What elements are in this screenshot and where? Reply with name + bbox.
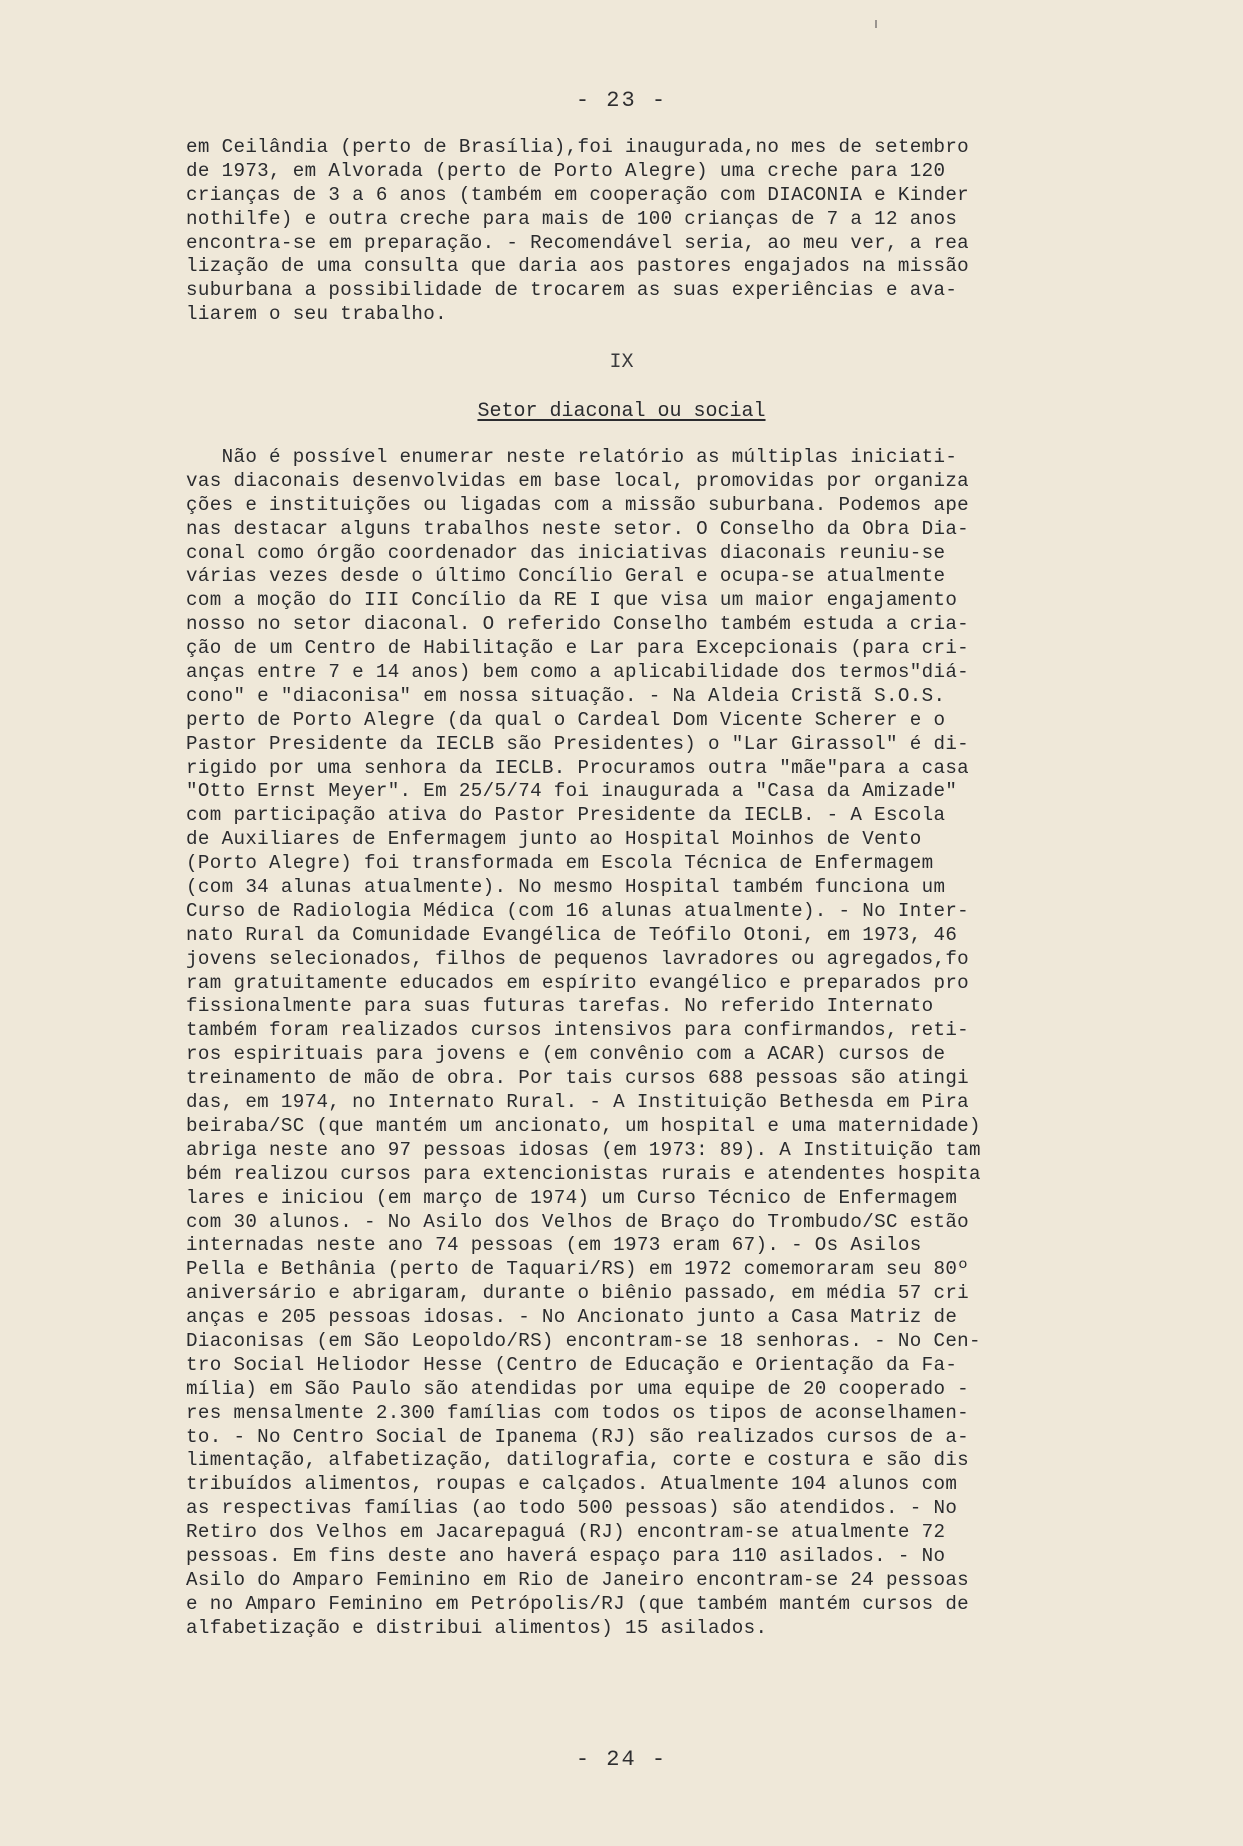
text-line: (Porto Alegre) foi transformada em Escola Técnica de Enfermagem [186,852,934,875]
text-line: com participação ativa do Pastor Presidente da IECLB. - A Escola [186,804,946,827]
text-line: ros espirituais para jovens e (em convênio com a ACAR) cursos de [186,1043,946,1066]
text-line: conal como órgão coordenador das iniciativas diaconais reuniu-se [186,541,946,564]
body-paragraph [186,446,1166,1641]
text-line: ção de um Centro de Habilitação e Lar para Excepcionais (para cri- [186,637,970,660]
text-line: com a moção do III Concílio da RE I que visa um maior engajamento [186,589,958,612]
text-line: das, em 1974, no Internato Rural. - A Instituição Bethesda em Pira [186,1091,970,1114]
text-line: treinamento de mão de obra. Por tais cursos 688 pessoas são atingi [186,1067,970,1090]
text-line: ram gratuitamente educados em espírito evangélico e preparados pro [186,971,970,994]
text-line: (com 34 alunas atualmente). No mesmo Hospital também funciona um [186,876,946,899]
text-line: fissionalmente para suas futuras tarefas. No referido Internato [186,995,934,1018]
text-line: internadas neste ano 74 pessoas (em 1973 eram 67). - Os Asilos [186,1234,922,1257]
text-line: Pella e Bethânia (perto de Taquari/RS) em 1972 comemoraram seu 80º [186,1258,970,1281]
text-line: "Otto Ernst Meyer". Em 25/5/74 foi inaugurada a "Casa da Amizade" [186,780,958,803]
text-line: limentação, alfabetização, datilografia, corte e costura e são dis [186,1449,970,1472]
text-line: Pastor Presidente da IECLB são Presidentes) o "Lar Girassol" é di- [186,732,970,755]
page-number-bottom: - 24 - [575,1747,668,1772]
text-line: Curso de Radiologia Médica (com 16 alunas atualmente). - No Inter- [186,899,970,922]
text-line: liarem o seu trabalho. [186,303,448,326]
text-line: com 30 alunos. - No Asilo dos Velhos de Braço do Trombudo/SC estão [186,1210,970,1233]
text-line: encontra-se em preparação. - Recomendável seria, ao meu ver, a rea [186,231,970,254]
text-line: Diaconisas (em São Leopoldo/RS) encontram-se 18 senhoras. - No Cen- [186,1329,981,1352]
text-line: nas destacar alguns trabalhos neste setor. O Conselho da Obra Dia- [186,517,970,540]
text-line: jovens selecionados, filhos de pequenos lavradores ou agregados,fo [186,947,970,970]
text-line: to. - No Centro Social de Ipanema (RJ) são realizados cursos de a- [186,1425,970,1448]
text-line: alfabetização e distribui alimentos) 15 asilados. [186,1616,768,1639]
text-line: bém realizou cursos para extencionistas rurais e atendentes hospita [186,1162,981,1185]
text-line: anças e 205 pessoas idosas. - No Ancionato junto a Casa Matriz de [186,1306,958,1329]
text-line: as respectivas famílias (ao todo 500 pessoas) são atendidos. - No [186,1497,958,1520]
text-line: de 1973, em Alvorada (perto de Porto Alegre) uma creche para 120 [186,159,946,182]
text-line: mília) em São Paulo são atendidas por uma equipe de 20 cooperado - [186,1377,970,1400]
text-line: e no Amparo Feminino em Petrópolis/RJ (que também mantém cursos de [186,1592,970,1615]
text-line: nato Rural da Comunidade Evangélica de Teófilo Otoni, em 1973, 46 [186,923,958,946]
text-line: lização de uma consulta que daria aos pastores engajados na missão [186,255,970,278]
text-line: também foram realizados cursos intensivos para confirmandos, reti- [186,1019,970,1042]
text-line: lares e iniciou (em março de 1974) um Curso Técnico de Enfermagem [186,1186,958,1209]
text-line: Asilo do Amparo Feminino em Rio de Janeiro encontram-se 24 pessoas [186,1568,970,1591]
text-line: vas diaconais desenvolvidas em base local, promovidas por organiza [186,469,970,492]
text-line: cono" e "diaconisa" em nossa situação. - Na Aldeia Cristã S.O.S. [186,684,946,707]
text-line: várias vezes desde o último Concílio Geral e ocupa-se atualmente [186,565,946,588]
section-number: IX [609,351,634,374]
section-title-text: Setor diaconal ou social [477,400,766,423]
text-line: suburbana a possibilidade de trocarem as suas experiências e ava- [186,279,958,302]
text-line: pessoas. Em fins deste ano haverá espaço para 110 asilados. - No [186,1544,946,1567]
text-line: res mensalmente 2.300 famílias com todos os tipos de aconselhamen- [186,1401,970,1424]
text-line: nosso no setor diaconal. O referido Conselho também estuda a cria- [186,613,970,636]
text-line: abriga neste ano 97 pessoas idosas (em 1973: 89). A Instituição tam [186,1138,981,1161]
text-line: nothilfe) e outra creche para mais de 100 crianças de 7 a 12 anos [186,207,958,230]
paper-mark [875,20,877,28]
text-line: Retiro dos Velhos em Jacarepaguá (RJ) encontram-se atualmente 72 [186,1521,946,1544]
text-line: crianças de 3 a 6 anos (também em cooperação com DIACONIA e Kinder [186,183,970,206]
text-line: Não é possível enumerar neste relatório as múltiplas iniciati- [186,446,958,468]
text-line: perto de Porto Alegre (da qual o Cardeal Dom Vicente Scherer e o [186,708,946,731]
text-line: aniversário e abrigaram, durante o biênio passado, em média 57 cri [186,1282,970,1305]
text-line: em Ceilândia (perto de Brasília),foi inaugurada,no mes de setembro [186,136,970,158]
text-line: tribuídos alimentos, roupas e calçados. Atualmente 104 alunos com [186,1473,958,1496]
intro-paragraph [186,136,1166,327]
text-line: ções e instituições ou ligadas com a missão suburbana. Podemos ape [186,493,970,516]
text-line: anças entre 7 e 14 anos) bem como a aplicabilidade dos termos"diá- [186,661,970,684]
text-line: de Auxiliares de Enfermagem junto ao Hospital Moinhos de Vento [186,828,922,851]
section-title [0,400,1243,423]
text-line: tro Social Heliodor Hesse (Centro de Educação e Orientação da Fa- [186,1353,958,1376]
page-number-top: - 23 - [575,88,668,113]
text-line: beiraba/SC (que mantém um ancionato, um hospital e uma maternidade) [186,1114,981,1137]
text-line: rigido por uma senhora da IECLB. Procuramos outra "mãe"para a casa [186,756,970,779]
